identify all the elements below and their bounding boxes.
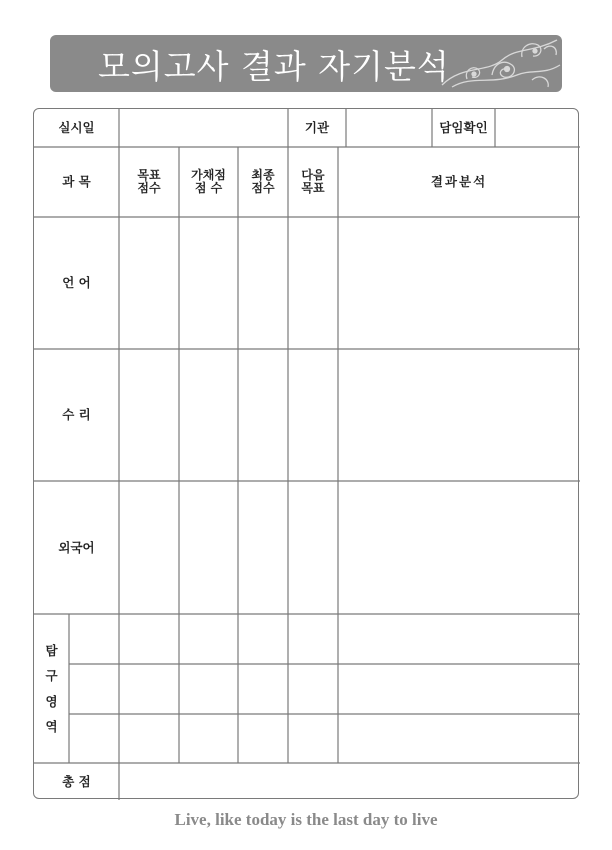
target-score-header-line2: 점수 xyxy=(137,181,161,195)
motto-text: Live, like today is the last day to live xyxy=(174,810,438,829)
inquiry-char: 역 xyxy=(45,718,58,734)
floral-ornament-icon xyxy=(432,35,562,92)
subject-foreign-language: 외국어 xyxy=(58,539,95,555)
provisional-score-header-line2: 점 수 xyxy=(194,181,223,195)
subject-inquiry xyxy=(34,614,69,763)
analysis-form xyxy=(33,108,579,799)
date-label: 실시일 xyxy=(58,120,95,136)
inquiry-char: 구 xyxy=(45,668,58,684)
final-score-header xyxy=(238,147,288,217)
inquiry-char: 영 xyxy=(45,693,58,709)
organization-field[interactable] xyxy=(347,110,431,146)
next-goal-header-line2: 목표 xyxy=(301,181,325,195)
subject-language: 언 어 xyxy=(62,275,91,291)
inquiry-char: 탐 xyxy=(45,643,58,659)
provisional-score-header-line1: 가채점 xyxy=(191,168,226,183)
provisional-score-header xyxy=(179,147,238,217)
target-score-header xyxy=(119,147,179,217)
title-banner xyxy=(50,35,562,92)
teacher-check-label: 담임확인 xyxy=(439,120,488,136)
teacher-check-field[interactable] xyxy=(496,110,578,146)
result-analysis-header: 결과분석 xyxy=(430,174,488,190)
final-score-header-line2: 점수 xyxy=(251,181,275,195)
next-goal-header-line1: 다음 xyxy=(301,168,325,183)
organization-label: 기관 xyxy=(304,120,330,136)
date-field[interactable] xyxy=(120,110,287,146)
total-score-field[interactable] xyxy=(120,764,578,799)
subject-header: 과 목 xyxy=(62,174,91,190)
next-goal-header xyxy=(288,147,338,217)
target-score-header-line1: 목표 xyxy=(137,168,161,183)
page-title: 모의고사 결과 자기분석 xyxy=(98,47,450,86)
final-score-header-line1: 최종 xyxy=(251,168,275,183)
subject-math: 수 리 xyxy=(62,407,91,423)
total-score-label: 총 점 xyxy=(62,773,91,789)
